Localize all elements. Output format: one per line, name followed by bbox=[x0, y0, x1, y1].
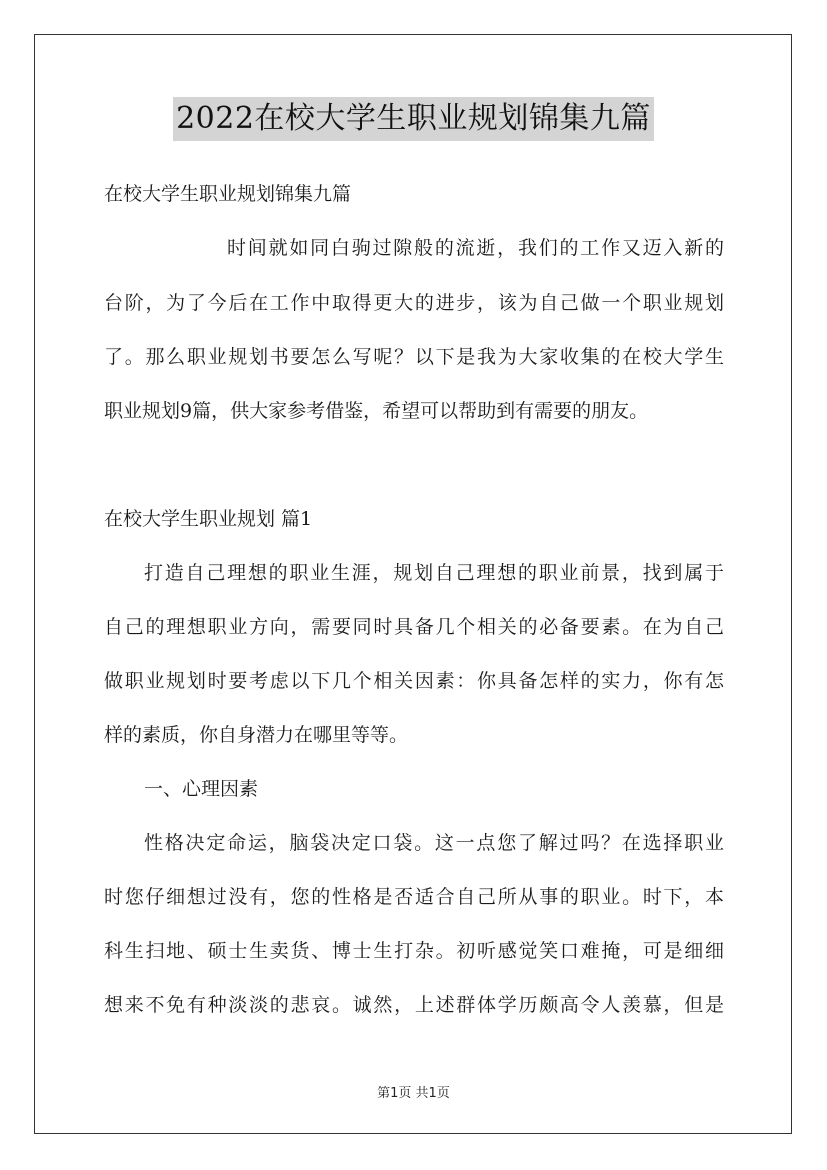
intro-line-2: 台阶，为了今后在工作中取得更大的进步，该为自己做一个职业规划 bbox=[104, 292, 724, 314]
intro-line-3: 了。那么职业规划书要怎么写呢？以下是我为大家收集的在校大学生 bbox=[104, 346, 724, 368]
section1-line-1: 打造自己理想的职业生涯，规划自己理想的职业前景，找到属于 bbox=[144, 562, 724, 584]
section2-line-2: 时您仔细想过没有，您的性格是否适合自己所从事的职业。时下，本 bbox=[104, 886, 724, 908]
intro-line-1: 时间就如同白驹过隙般的流逝，我们的工作又迈入新的 bbox=[227, 237, 724, 259]
page-footer: 第1页 共1页 bbox=[377, 1086, 450, 1101]
document-title: 2022在校大学生职业规划锦集九篇 bbox=[173, 97, 654, 141]
section2-line-4: 想来不免有种淡淡的悲哀。诚然，上述群体学历颇高令人羡慕，但是 bbox=[104, 994, 724, 1016]
subheading-psychological-factors: 一、心理因素 bbox=[144, 778, 259, 800]
section1-line-3: 做职业规划时要考虑以下几个相关因素：你具备怎样的实力，你有怎 bbox=[104, 670, 724, 692]
section2-line-3: 科生扫地、硕士生卖货、博士生打杂。初听感觉笑口难掩，可是细细 bbox=[104, 940, 724, 962]
document-subtitle: 在校大学生职业规划锦集九篇 bbox=[104, 183, 352, 205]
section1-line-4: 样的素质，你自身潜力在哪里等等。 bbox=[104, 724, 409, 746]
title-container bbox=[0, 97, 827, 141]
section1-line-2: 自己的理想职业方向，需要同时具备几个相关的必备要素。在为自己 bbox=[104, 616, 724, 638]
section-heading: 在校大学生职业规划 篇1 bbox=[104, 508, 313, 530]
intro-line-4: 职业规划9篇，供大家参考借鉴，希望可以帮助到有需要的朋友。 bbox=[104, 400, 649, 422]
section2-line-1: 性格决定命运，脑袋决定口袋。这一点您了解过吗？在选择职业 bbox=[144, 832, 724, 854]
